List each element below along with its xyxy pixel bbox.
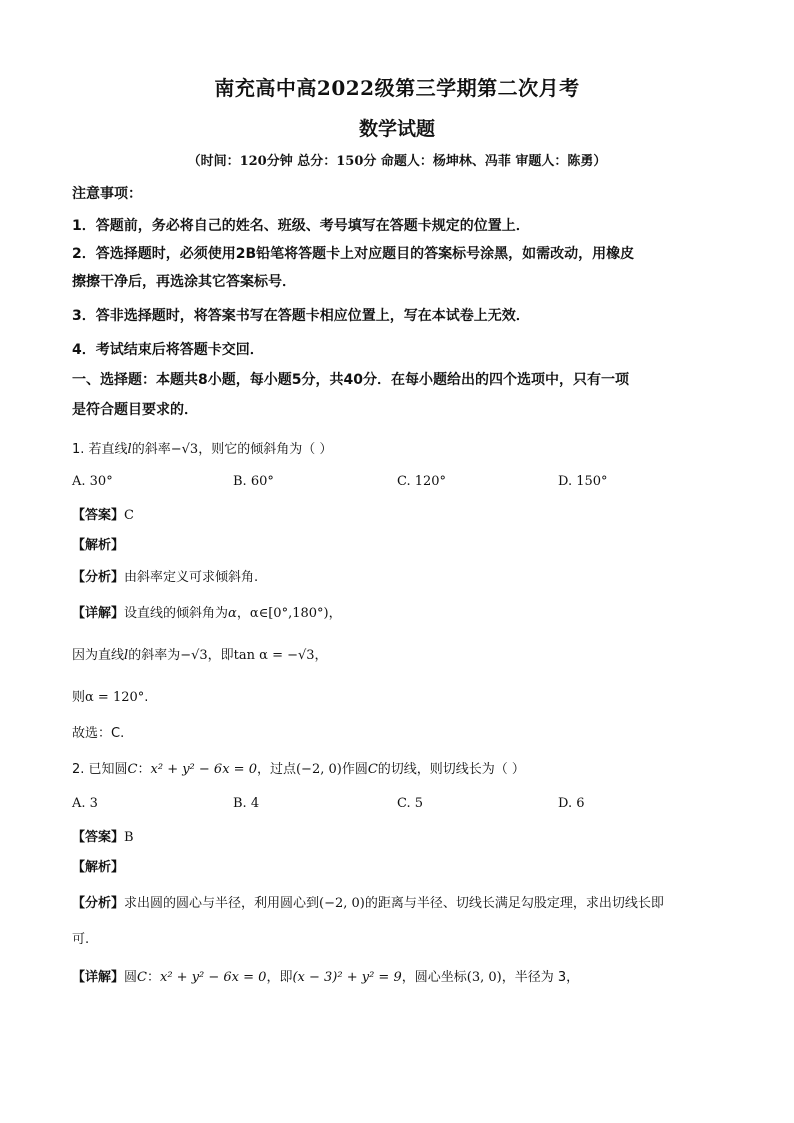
q1-detail-3 [72, 688, 148, 708]
note-item-1: 1．答题前，务必将自己的姓名、班级、考号填写在答题卡规定的位置上． [72, 218, 530, 234]
detail-tag: 【详解】 [72, 970, 125, 985]
q1-answer-value: C [124, 508, 134, 523]
q1-option-a: A. 30° [72, 474, 113, 489]
q2-circle-c: C [367, 762, 378, 777]
q2-standard-equation: (x − 3)² + y² = 9 [292, 970, 402, 985]
q1-choose: 故选：C. [72, 726, 125, 741]
section-heading-line1: 一、选择题：本题共8小题，每小题5分，共40分．在每小题给出的四个选项中，只有一项 [72, 372, 629, 388]
q1-var-l: l [127, 442, 132, 457]
q1-fenxi [72, 568, 258, 588]
q2-option-a: A. 3 [72, 796, 98, 811]
q1-detail-1 [72, 604, 342, 624]
q1-stem-part: 1. 若直线 [72, 442, 128, 457]
q1-tan-eq: tan α = −√3 [233, 648, 315, 663]
q1-analysis-tag: 【解析】 [72, 538, 125, 553]
q2-detail [72, 968, 579, 988]
q1-detail-text: ，即 [207, 648, 234, 663]
q1-option-d: D. 150° [558, 474, 608, 489]
q2-stem-part: 2. 已知圆 [72, 762, 128, 777]
q2-analysis-tag: 【解析】 [72, 860, 125, 875]
note-item-2-cont: 擦擦干净后，再选涂其它答案标号． [72, 274, 296, 290]
q1-alpha: α [228, 606, 237, 621]
q2-fenxi-text: 的距离与半径、切线长满足勾股定理，求出切线长即 [364, 896, 664, 911]
answer-tag: 【答案】 [72, 830, 125, 845]
q2-stem-part: ： [137, 762, 151, 777]
notes-heading: 注意事项： [72, 186, 142, 202]
q1-detail-text: ， [236, 606, 250, 621]
q2-answer [72, 828, 134, 848]
q2-stem-part: 的切线，则切线长为（ ） [377, 762, 525, 777]
q2-fenxi [72, 894, 664, 914]
fenxi-tag: 【分析】 [72, 570, 125, 585]
q1-answer [72, 506, 134, 526]
q1-detail-text: 设直线的倾斜角为 [124, 606, 229, 621]
q1-option-c: C. 120° [397, 474, 447, 489]
q2-detail-text: ，圆心坐标 [401, 970, 467, 985]
section-heading-line2: 是符合题目要求的． [72, 402, 198, 418]
q2-equation: x² + y² − 6x = 0 [160, 970, 267, 985]
note-item-4: 4．考试结束后将答题卡交回． [72, 342, 264, 358]
note-item-3: 3．答非选择题时，将答案书写在答题卡相应位置上，写在本试卷上无效． [72, 308, 530, 324]
q1-slope: −√3 [170, 442, 199, 457]
q2-center: (3, 0) [466, 970, 502, 985]
q2-circle-c: C [137, 970, 147, 985]
q1-detail-text: 因为直线 [72, 648, 125, 663]
subject-title: 数学试题 [358, 118, 435, 140]
detail-tag: 【详解】 [72, 606, 125, 621]
q2-detail-text: 圆 [124, 970, 138, 985]
q2-circle-c: C [127, 762, 138, 777]
q1-range: α∈[0°,180°) [249, 606, 329, 621]
q1-stem-part: 的斜率 [131, 442, 171, 457]
q2-detail-text: ： [146, 970, 160, 985]
note-item-2: 2．答选择题时，必须使用2B铅笔将答题卡上对应题目的答案标号涂黑，如需改动，用橡皮 [72, 246, 635, 262]
q2-fenxi-cont: 可. [72, 932, 90, 947]
q1-option-b: B. 60° [233, 474, 274, 489]
q1-detail-2 [72, 646, 328, 666]
q2-stem-part: ，过点 [256, 762, 296, 777]
q2-detail-text: ，半径为 3， [501, 970, 580, 985]
answer-tag: 【答案】 [72, 508, 125, 523]
exam-info: （时间：120分钟 总分：150分 命题人：杨坤林、冯菲 审题人：陈勇） [187, 154, 607, 169]
q1-stem-part: ，则它的倾斜角为（ ） [198, 442, 333, 457]
q1-result: α = 120° [85, 690, 145, 705]
q2-stem [72, 760, 525, 780]
q1-detail-text: 的斜率为 [128, 648, 181, 663]
q2-stem-part: 作圆 [341, 762, 368, 777]
q2-point: (−2, 0) [295, 762, 342, 777]
exam-title: 南充高中高2022级第三学期第二次月考 [214, 76, 580, 100]
q1-detail-text: ， [328, 606, 342, 621]
fenxi-tag: 【分析】 [72, 896, 125, 911]
q2-fenxi-text: 求出圆的圆心与半径，利用圆心到 [124, 896, 320, 911]
q1-fenxi-text: 由斜率定义可求倾斜角. [124, 570, 259, 585]
q1-slope: −√3 [180, 648, 208, 663]
q1-stem [72, 440, 332, 460]
q2-equation: x² + y² − 6x = 0 [150, 762, 257, 777]
q2-point: (−2, 0) [319, 896, 365, 911]
q1-detail-text: 则 [72, 690, 86, 705]
q2-option-b: B. 4 [233, 796, 260, 811]
q2-detail-text: ，即 [266, 970, 293, 985]
q2-option-d: D. 6 [558, 796, 585, 811]
q1-detail-text: . [144, 690, 149, 705]
q2-answer-value: B [124, 830, 134, 845]
q1-var-l: l [124, 648, 129, 663]
q1-detail-text: ， [314, 648, 328, 663]
q2-option-c: C. 5 [397, 796, 424, 811]
